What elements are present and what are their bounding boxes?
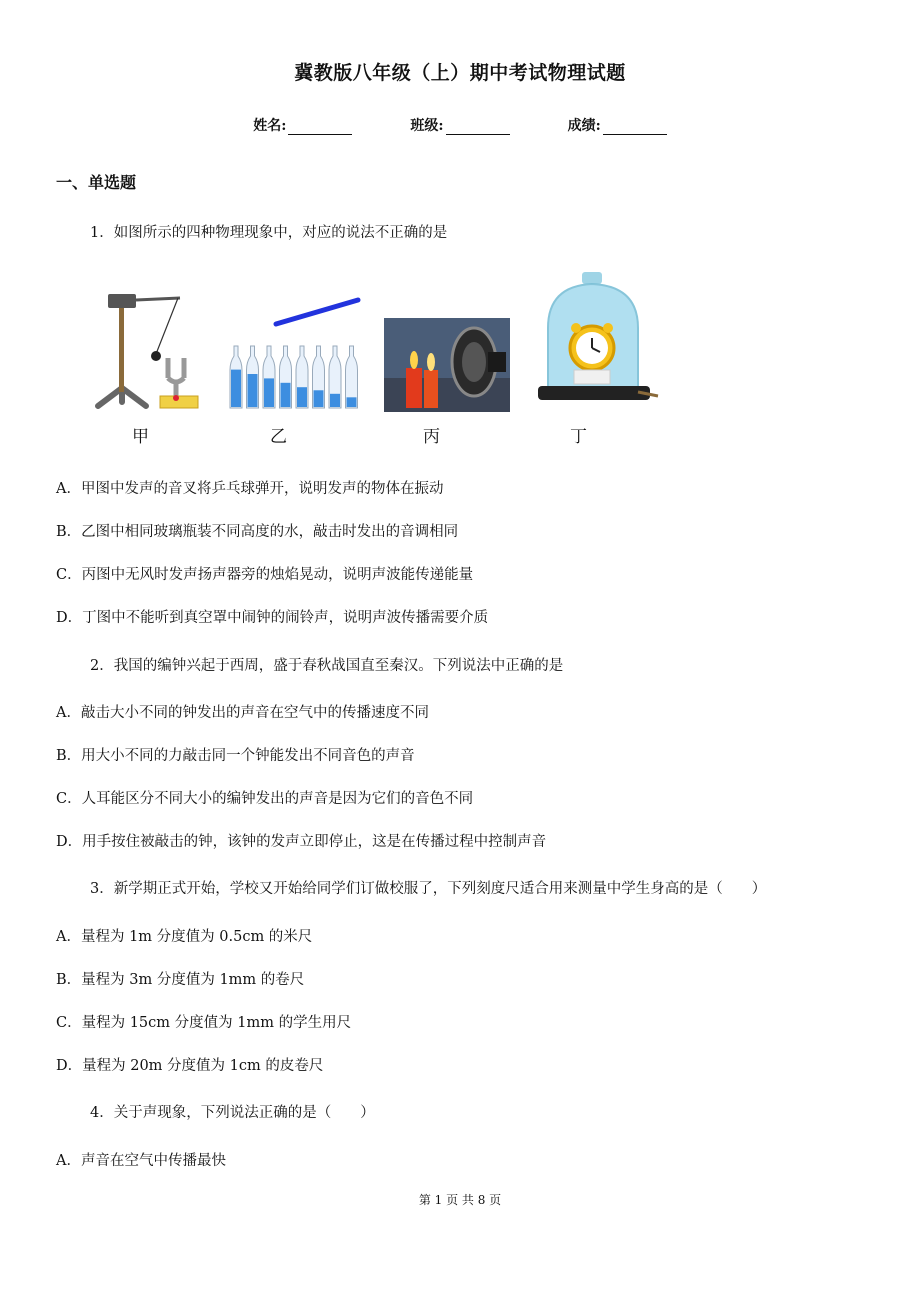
name-label: 姓名: bbox=[253, 118, 287, 134]
class-field[interactable] bbox=[410, 115, 509, 135]
question-2-option-b[interactable]: B．用大小不同的力敲击同一个钟能发出不同音色的声音 bbox=[56, 748, 415, 764]
section-title: 一、单选题 bbox=[56, 173, 137, 192]
question-4-stem: 4．关于声现象，下列说法正确的是（ ） bbox=[90, 1105, 375, 1121]
question-3-option-b[interactable]: B．量程为 3m 分度值为 1mm 的卷尺 bbox=[56, 972, 305, 988]
question-2-option-d[interactable]: D．用手按住被敲击的钟，该钟的发声立即停止，这是在传播过程中控制声音 bbox=[56, 834, 547, 850]
page-title: 冀教版八年级（上）期中考试物理试题 bbox=[294, 62, 626, 84]
bottle-water bbox=[330, 394, 340, 407]
question-2-option-c[interactable]: C．人耳能区分不同大小的编钟发出的声音是因为它们的音色不同 bbox=[56, 791, 474, 807]
bottle-water bbox=[314, 390, 324, 407]
name-field[interactable] bbox=[253, 115, 352, 135]
bottle-water bbox=[248, 374, 258, 407]
page-footer: 第 1 页 共 8 页 bbox=[418, 1193, 502, 1207]
score-field[interactable] bbox=[568, 115, 667, 135]
question-1-option-c[interactable]: C．丙图中无风时发声扬声器旁的烛焰晃动，说明声波能传递能量 bbox=[56, 567, 474, 583]
speaker-candle-figure bbox=[384, 318, 510, 412]
bell-jar-alarm-figure bbox=[534, 272, 662, 412]
question-1-option-a[interactable]: A．甲图中发声的音叉将乒乓球弹开，说明发声的物体在振动 bbox=[56, 481, 444, 497]
class-blank[interactable] bbox=[446, 119, 510, 135]
figure-label-ding: 丁 bbox=[570, 427, 587, 447]
bottle-water bbox=[297, 387, 307, 407]
question-3-option-a[interactable]: A．量程为 1m 分度值为 0.5cm 的米尺 bbox=[56, 929, 313, 945]
class-label: 班级: bbox=[410, 118, 444, 134]
question-3-option-c[interactable]: C．量程为 15cm 分度值为 1mm 的学生用尺 bbox=[56, 1015, 352, 1031]
score-blank[interactable] bbox=[603, 119, 667, 135]
question-3-option-d[interactable]: D．量程为 20m 分度值为 1cm 的皮卷尺 bbox=[56, 1058, 324, 1074]
question-2-stem: 2．我国的编钟兴起于西周，盛于春秋战国直至秦汉。下列说法中正确的是 bbox=[90, 658, 564, 674]
question-3-stem: 3．新学期正式开始，学校又开始给同学们订做校服了，下列刻度尺适合用来测量中学生身高的是（ ） bbox=[90, 881, 767, 897]
question-4-option-a[interactable]: A．声音在空气中传播最快 bbox=[56, 1153, 226, 1169]
name-blank[interactable] bbox=[288, 119, 352, 135]
tuning-fork-figure bbox=[92, 288, 204, 412]
question-2-option-a[interactable]: A．敲击大小不同的钟发出的声音在空气中的传播速度不同 bbox=[56, 705, 429, 721]
bottle-water bbox=[281, 383, 291, 407]
question-1-option-b[interactable]: B．乙图中相同玻璃瓶装不同高度的水，敲击时发出的音调相同 bbox=[56, 524, 459, 540]
bottle-water bbox=[264, 378, 274, 407]
glass-bottles-figure bbox=[226, 296, 362, 412]
figure-label-jia: 甲 bbox=[132, 427, 149, 447]
student-info bbox=[0, 115, 920, 135]
figure-label-bing: 丙 bbox=[423, 427, 440, 447]
bottle-water bbox=[347, 397, 357, 407]
question-1-option-d[interactable]: D．丁图中不能听到真空罩中闹钟的闹铃声，说明声波传播需要介质 bbox=[56, 610, 489, 626]
figure-label-yi: 乙 bbox=[270, 427, 287, 447]
bottle-water bbox=[231, 370, 241, 407]
question-1-stem: 1．如图所示的四种物理现象中，对应的说法不正确的是 bbox=[90, 225, 448, 241]
score-label: 成绩: bbox=[567, 118, 601, 134]
